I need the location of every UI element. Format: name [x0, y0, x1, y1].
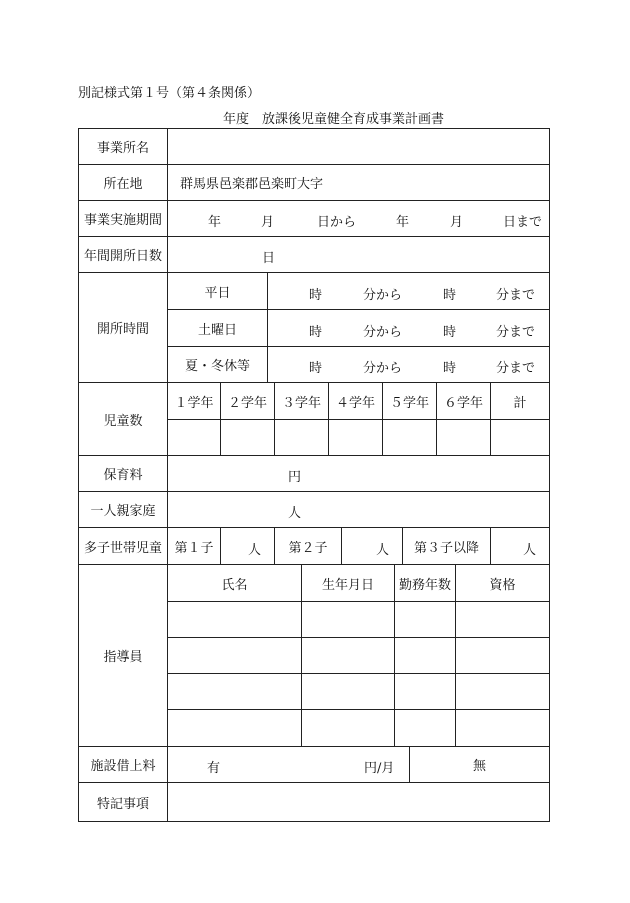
document-title: 年度 放課後児童健全育成事業計画書 — [223, 112, 445, 127]
hours-saturday-until: 分まで — [496, 325, 536, 340]
notes-field[interactable] — [167, 782, 550, 822]
fee-label: 保育料 — [78, 455, 168, 492]
second-child-count[interactable] — [341, 527, 403, 565]
office-name-label: 事業所名 — [78, 128, 168, 165]
rent-no-option[interactable]: 無 — [409, 746, 550, 783]
hours-weekday-from: 分から — [363, 288, 403, 303]
staff-row-4-name[interactable] — [167, 709, 302, 747]
staff-name-header: 氏名 — [167, 564, 302, 602]
third-child-count[interactable] — [490, 527, 550, 565]
hours-holiday-hour1: 時 — [309, 361, 323, 376]
second-child-label: 第２子 — [274, 527, 342, 565]
grade-3-header: ３学年 — [274, 382, 329, 420]
rent-unit: 円/月 — [364, 761, 395, 776]
period-day-from: 日から — [317, 215, 357, 230]
open-days-unit: 日 — [262, 251, 276, 266]
hours-holiday-until: 分まで — [496, 361, 536, 376]
single-parent-unit: 人 — [288, 506, 302, 521]
open-days-label: 年間開所日数 — [78, 236, 168, 273]
staff-row-1-name[interactable] — [167, 601, 302, 638]
multi-child-label: 多子世帯児童 — [78, 527, 168, 565]
grade-total-count[interactable] — [490, 419, 550, 456]
third-child-unit: 人 — [523, 543, 537, 558]
hours-saturday-label: 土曜日 — [167, 309, 268, 347]
open-days-field[interactable] — [167, 236, 550, 273]
fee-field[interactable] — [167, 455, 550, 492]
second-child-unit: 人 — [376, 543, 390, 558]
hours-weekday-hour2: 時 — [443, 288, 457, 303]
single-parent-label: 一人親家庭 — [78, 491, 168, 528]
staff-row-4-birthdate[interactable] — [301, 709, 395, 747]
fee-unit: 円 — [288, 470, 302, 485]
grade-1-header: １学年 — [167, 382, 221, 420]
hours-saturday-from: 分から — [363, 325, 403, 340]
office-name-field[interactable] — [167, 128, 550, 165]
staff-qualification-header: 資格 — [455, 564, 550, 602]
grade-1-count[interactable] — [167, 419, 221, 456]
staff-row-3-birthdate[interactable] — [301, 673, 395, 710]
staff-row-4-years[interactable] — [394, 709, 456, 747]
location-field[interactable]: 群馬県邑楽郡邑楽町大字 — [167, 164, 550, 201]
period-field[interactable] — [167, 200, 550, 237]
third-child-label: 第３子以降 — [402, 527, 491, 565]
grade-4-header: ４学年 — [328, 382, 383, 420]
hours-saturday-hour2: 時 — [443, 325, 457, 340]
hours-weekday-label: 平日 — [167, 272, 268, 310]
grade-6-header: ６学年 — [436, 382, 491, 420]
single-parent-field[interactable] — [167, 491, 550, 528]
staff-row-2-years[interactable] — [394, 637, 456, 674]
period-year-2: 年 — [396, 215, 410, 230]
hours-label: 開所時間 — [78, 272, 168, 383]
grade-2-count[interactable] — [220, 419, 275, 456]
hours-holiday-from: 分から — [363, 361, 403, 376]
staff-row-2-birthdate[interactable] — [301, 637, 395, 674]
staff-row-2-qualification[interactable] — [455, 637, 550, 674]
grade-6-count[interactable] — [436, 419, 491, 456]
staff-row-3-qualification[interactable] — [455, 673, 550, 710]
staff-row-1-birthdate[interactable] — [301, 601, 395, 638]
form-number: 別記様式第１号（第４条関係） — [78, 86, 261, 101]
hours-saturday-hour1: 時 — [309, 325, 323, 340]
staff-row-1-qualification[interactable] — [455, 601, 550, 638]
hours-weekday-hour1: 時 — [309, 288, 323, 303]
first-child-label: 第１子 — [167, 527, 221, 565]
staff-row-3-name[interactable] — [167, 673, 302, 710]
staff-row-4-qualification[interactable] — [455, 709, 550, 747]
period-day-until: 日まで — [503, 215, 543, 230]
staff-row-3-years[interactable] — [394, 673, 456, 710]
grade-2-header: ２学年 — [220, 382, 275, 420]
staff-years-header: 勤務年数 — [394, 564, 456, 602]
first-child-unit: 人 — [248, 543, 262, 558]
notes-label: 特記事項 — [78, 782, 168, 822]
grade-5-header: ５学年 — [382, 382, 437, 420]
period-year: 年 — [208, 215, 222, 230]
grade-4-count[interactable] — [328, 419, 383, 456]
grade-5-count[interactable] — [382, 419, 437, 456]
hours-holiday-hour2: 時 — [443, 361, 457, 376]
period-month: 月 — [261, 215, 275, 230]
period-label: 事業実施期間 — [78, 200, 168, 237]
hours-weekday-until: 分まで — [496, 288, 536, 303]
staff-label: 指導員 — [78, 564, 168, 747]
rent-yes-label: 有 — [207, 761, 221, 776]
children-label: 児童数 — [78, 382, 168, 456]
staff-row-1-years[interactable] — [394, 601, 456, 638]
staff-row-2-name[interactable] — [167, 637, 302, 674]
location-label: 所在地 — [78, 164, 168, 201]
grade-total-header: 計 — [490, 382, 550, 420]
rent-label: 施設借上料 — [78, 746, 168, 783]
staff-birthdate-header: 生年月日 — [301, 564, 395, 602]
hours-holiday-label: 夏・冬休等 — [167, 346, 268, 383]
grade-3-count[interactable] — [274, 419, 329, 456]
period-month-2: 月 — [450, 215, 464, 230]
